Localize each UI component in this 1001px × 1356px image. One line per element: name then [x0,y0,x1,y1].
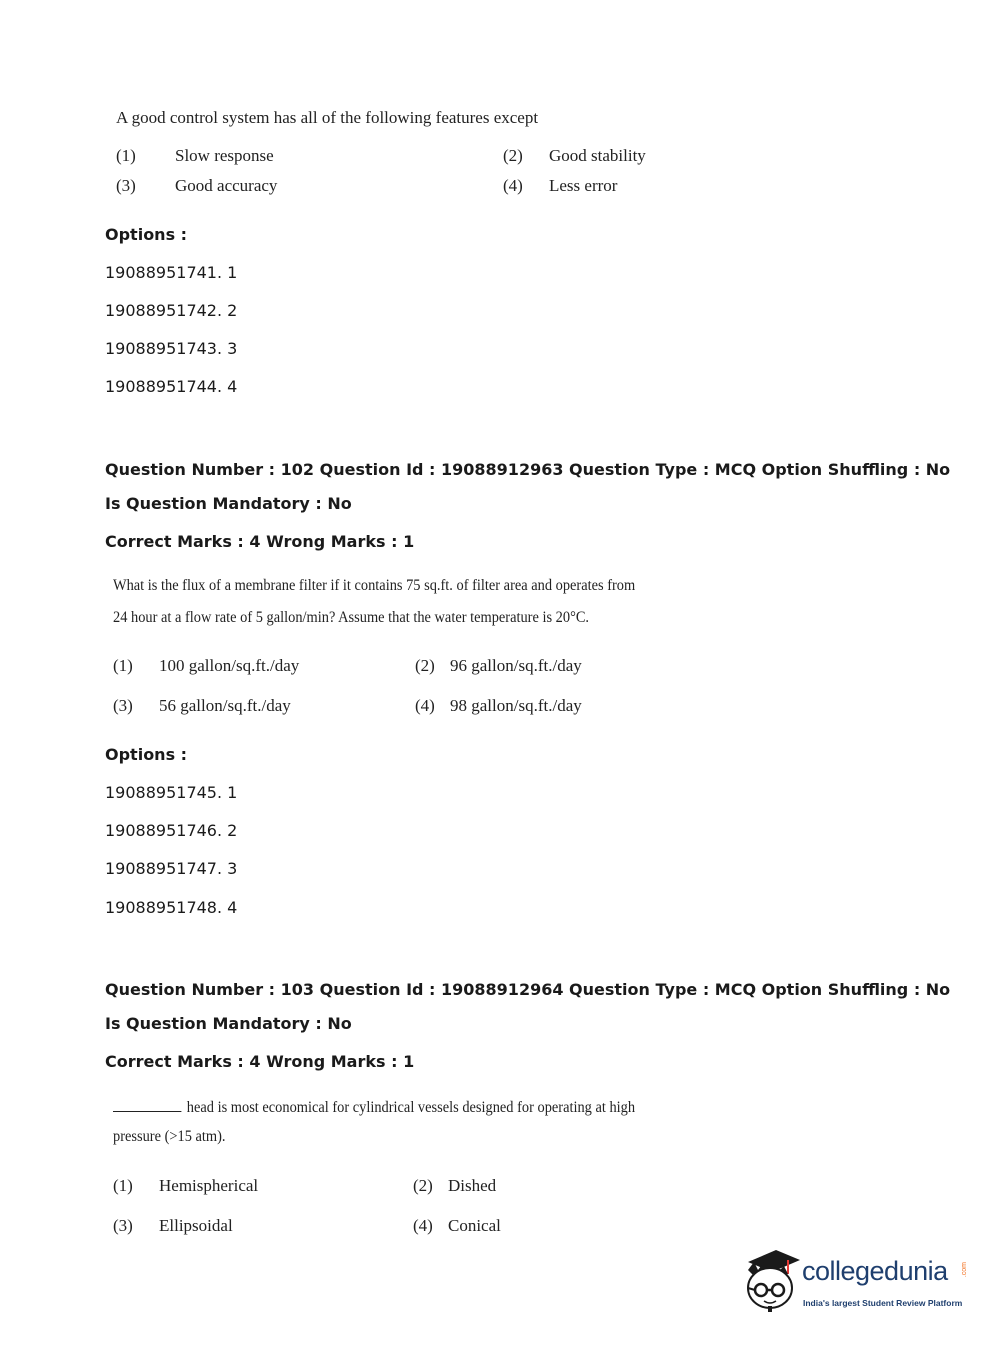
choice-number: (4) [413,1216,433,1235]
choice-text: Good accuracy [175,176,278,195]
option-id: 19088951741. 1 [105,263,238,282]
mascot-icon [742,1248,802,1314]
choice-text: Less error [549,176,618,195]
option-id: 19088951745. 1 [105,783,238,802]
option-id: 19088951743. 3 [105,339,238,358]
question-text: What is the flux of a membrane filter if it contains 75 sq.ft. of filter area and operates from [113,577,636,594]
question-text: 24 hour at a flow rate of 5 gallon/min? Assume that the water temperature is 20°C. [113,609,590,626]
option-id: 19088951747. 3 [105,859,238,878]
choice-text: Hemispherical [159,1176,259,1195]
choice-number: (4) [415,696,435,715]
choice-text: 96 gallon/sq.ft./day [450,656,582,675]
option-id: 19088951746. 2 [105,821,238,840]
choice-text: Good stability [549,146,646,165]
choice-number: (3) [113,1216,133,1235]
fill-in-blank [113,1097,181,1112]
choice-number: (4) [503,176,523,195]
choice-number: (1) [116,146,136,165]
logo-suffix: .com [961,1262,968,1278]
question-mandatory: Is Question Mandatory : No [105,494,352,513]
choice-text: Ellipsoidal [159,1216,233,1235]
choice-number: (2) [415,656,435,675]
choice-text: Dished [448,1176,497,1195]
choice-text: Conical [448,1216,501,1235]
choice-text: 56 gallon/sq.ft./day [159,696,291,715]
option-id: 19088951744. 4 [105,377,238,396]
option-id: 19088951742. 2 [105,301,238,320]
choice-text: 98 gallon/sq.ft./day [450,696,582,715]
question-header: Question Number : 102 Question Id : 19088912963 Question Type : MCQ Option Shuffling : No [105,460,951,479]
choice-number: (1) [113,1176,133,1195]
question-marks: Correct Marks : 4 Wrong Marks : 1 [105,532,415,551]
question-text: A good control system has all of the following features except [116,108,539,127]
choice-number: (3) [113,696,133,715]
question-marks: Correct Marks : 4 Wrong Marks : 1 [105,1052,415,1071]
option-id: 19088951748. 4 [105,898,238,917]
question-text [113,1097,635,1117]
choice-text: 100 gallon/sq.ft./day [159,656,300,675]
choice-number: (2) [413,1176,433,1195]
choice-text: Slow response [175,146,274,165]
options-label: Options : [105,225,188,244]
logo-tagline: India's largest Student Review Platform [803,1298,963,1308]
question-header: Question Number : 103 Question Id : 19088912964 Question Type : MCQ Option Shuffling : No [105,980,951,999]
choice-number: (1) [113,656,133,675]
collegedunia-logo [742,1248,972,1320]
choice-number: (3) [116,176,136,195]
question-mandatory: Is Question Mandatory : No [105,1014,352,1033]
question-text-line: head is most economical for cylindrical vessels designed for operating at high [186,1099,636,1116]
options-label: Options : [105,745,188,764]
question-text: pressure (>15 atm). [113,1128,226,1145]
choice-number: (2) [503,146,523,165]
logo-wordmark: collegedunia [802,1256,948,1286]
